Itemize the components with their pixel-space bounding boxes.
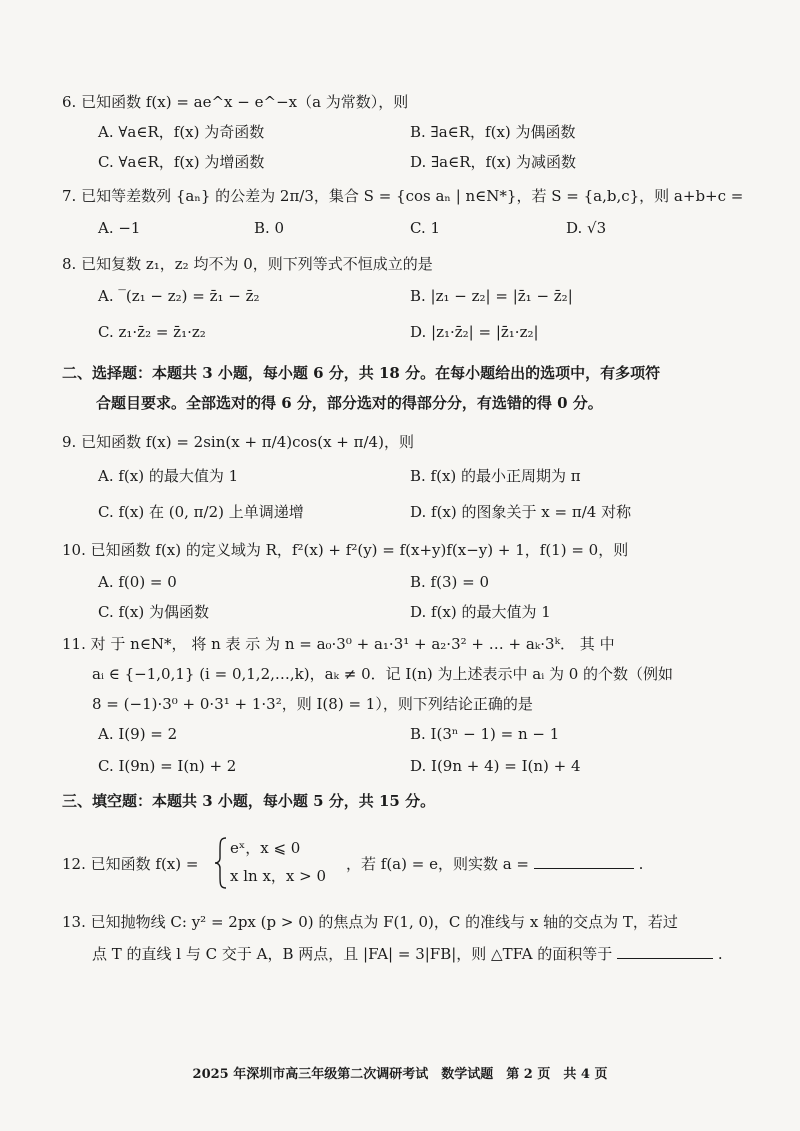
- q7-option-d: D. √3: [566, 219, 607, 237]
- q6-stem: 6. 已知函数 f(x) = ae^x − e^−x（a 为常数），则: [62, 93, 409, 111]
- q12-end: .: [638, 855, 644, 873]
- q6-option-b: B. ∃a∈R，f(x) 为偶函数: [410, 123, 576, 141]
- q11-option-a: A. I(9) = 2: [98, 725, 178, 743]
- section-2-line2: 合题目要求。全部选对的得 6 分，部分选对的得部分分，有选错的得 0 分。: [96, 394, 603, 412]
- q10-option-b: B. f(3) = 0: [410, 573, 490, 591]
- q13-answer-blank[interactable]: [617, 944, 713, 959]
- q10-stem: 10. 已知函数 f(x) 的定义域为 R，f²(x) + f²(y) = f(x+y)f(x−y) + 1，f(1) = 0，则: [62, 541, 629, 559]
- q8-option-a: A. ‾(z₁ − z₂) = z̄₁ − z̄₂: [98, 287, 260, 305]
- q10-option-d: D. f(x) 的最大值为 1: [410, 603, 551, 621]
- q12-suffix-text: ，若 f(a) = e，则实数 a =: [346, 855, 529, 873]
- q6-option-d: D. ∃a∈R，f(x) 为减函数: [410, 153, 576, 171]
- q7-option-b: B. 0: [254, 219, 285, 237]
- q12-brace: [214, 836, 228, 890]
- q12-case-2: x ln x，x > 0: [230, 867, 327, 885]
- q13-line2-wrap: [92, 944, 723, 964]
- q12-answer-blank[interactable]: [534, 854, 634, 869]
- section-2-line1: 二、选择题：本题共 3 小题，每小题 6 分，共 18 分。在每小题给出的选项中，有多项符: [62, 364, 661, 382]
- q12-prefix: 12. 已知函数 f(x) =: [62, 855, 199, 873]
- q12-suffix: [346, 854, 643, 874]
- page-footer: 2025 年深圳市高三年级第二次调研考试 数学试题 第 2 页 共 4 页: [192, 1067, 608, 1082]
- q11-option-d: D. I(9n + 4) = I(n) + 4: [410, 757, 581, 775]
- q7-option-c: C. 1: [410, 219, 441, 237]
- q11-line1: 11. 对 于 n∈N*， 将 n 表 示 为 n = a₀·3⁰ + a₁·3¹ + a₂·3² + … + aₖ·3ᵏ． 其 中: [62, 635, 615, 653]
- q9-option-d: D. f(x) 的图象关于 x = π/4 对称: [410, 503, 632, 521]
- q6-option-a: A. ∀a∈R，f(x) 为奇函数: [98, 123, 265, 141]
- q8-option-d: D. |z₁·z̄₂| = |z̄₁·z₂|: [410, 323, 539, 341]
- q7-stem: 7. 已知等差数列 {aₙ} 的公差为 2π/3，集合 S = {cos aₙ | n∈N*}，若 S = {a,b,c}，则 a+b+c =: [62, 187, 744, 205]
- q11-line2: aᵢ ∈ {−1,0,1} (i = 0,1,2,…,k)，aₖ ≠ 0．记 I(n) 为上述表示中 aᵢ 为 0 的个数（例如: [92, 665, 674, 683]
- q9-stem: 9. 已知函数 f(x) = 2sin(x + π/4)cos(x + π/4)，则: [62, 433, 414, 451]
- q8-option-c: C. z₁·z̄₂ = z̄₁·z₂: [98, 323, 206, 341]
- q13-end: .: [717, 945, 723, 963]
- q11-line3: 8 = (−1)·3⁰ + 0·3¹ + 1·3²，则 I(8) = 1），则下列结论正确的是: [92, 695, 533, 713]
- q7-option-a: A. −1: [98, 219, 141, 237]
- q9-option-b: B. f(x) 的最小正周期为 π: [410, 467, 581, 485]
- section-3-heading: 三、填空题：本题共 3 小题，每小题 5 分，共 15 分。: [62, 792, 436, 810]
- q13-line2: 点 T 的直线 l 与 C 交于 A，B 两点，且 |FA| = 3|FB|，则 △TFA 的面积等于: [92, 945, 613, 963]
- q11-option-c: C. I(9n) = I(n) + 2: [98, 757, 237, 775]
- q8-option-b: B. |z₁ − z₂| = |z̄₁ − z̄₂|: [410, 287, 573, 305]
- q9-option-c: C. f(x) 在 (0, π/2) 上单调递增: [98, 503, 304, 521]
- q6-option-c: C. ∀a∈R，f(x) 为增函数: [98, 153, 265, 171]
- q11-option-b: B. I(3ⁿ − 1) = n − 1: [410, 725, 560, 743]
- section-2-heading: [62, 358, 750, 418]
- q8-stem: 8. 已知复数 z₁，z₂ 均不为 0，则下列等式不恒成立的是: [62, 255, 433, 273]
- q10-option-a: A. f(0) = 0: [98, 573, 177, 591]
- q12-case-1: eˣ，x ⩽ 0: [230, 839, 301, 857]
- q9-option-a: A. f(x) 的最大值为 1: [98, 467, 239, 485]
- q13-line1: 13. 已知抛物线 C: y² = 2px (p > 0) 的焦点为 F(1, 0)，C 的准线与 x 轴的交点为 T，若过: [62, 913, 678, 931]
- q10-option-c: C. f(x) 为偶函数: [98, 603, 209, 621]
